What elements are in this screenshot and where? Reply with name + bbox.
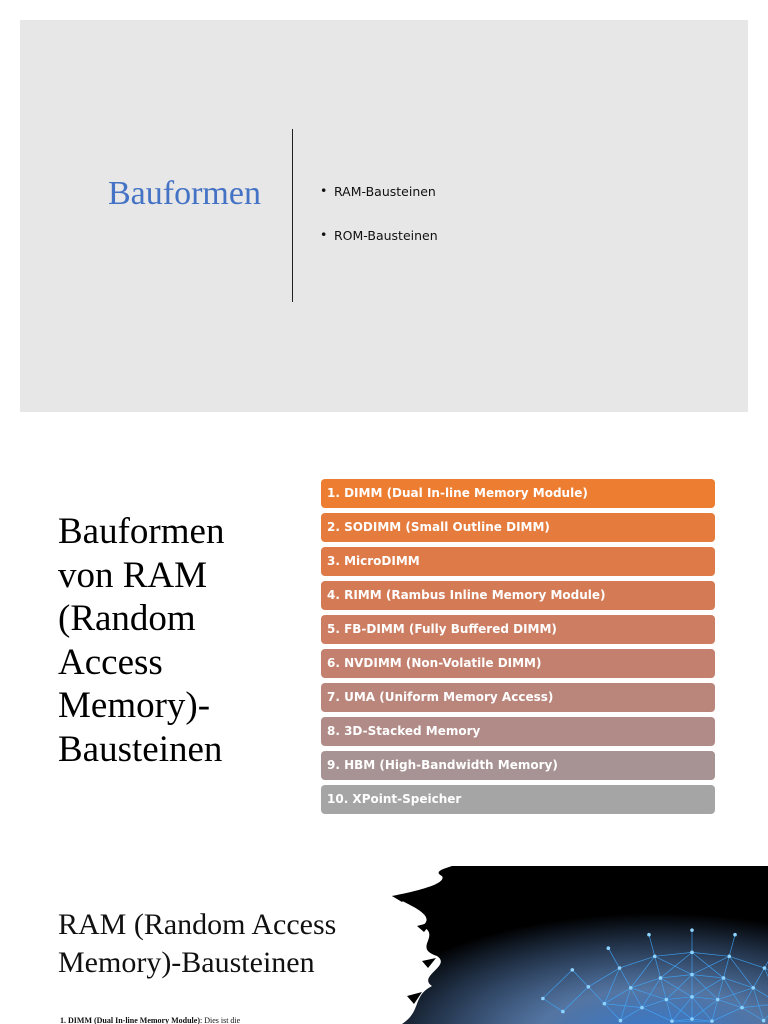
slide2-title — [58, 510, 224, 771]
network-node — [751, 986, 755, 990]
network-node — [607, 946, 611, 950]
network-node — [690, 928, 694, 932]
network-node — [762, 1019, 766, 1023]
ram-type-item: 5. FB-DIMM (Fully Buffered DIMM) — [321, 615, 715, 644]
title-line: Bauformen — [58, 511, 225, 552]
network-node — [541, 997, 545, 1001]
ram-types-list — [321, 479, 715, 819]
title-line: (Random — [58, 598, 196, 639]
network-node — [690, 995, 694, 999]
network-node — [690, 951, 694, 955]
title-line: Memory)-Bausteinen — [58, 946, 315, 979]
title-line: Memory)- — [58, 685, 211, 726]
network-node — [653, 955, 657, 959]
network-node — [664, 998, 668, 1002]
network-node — [629, 986, 633, 990]
network-node — [587, 985, 591, 989]
title-line: RAM (Random Access — [58, 908, 337, 941]
body-bold-term: 1. DIMM (Dual In-line Memory Module) — [60, 1016, 200, 1024]
title-line: Bausteinen — [58, 728, 223, 770]
ram-type-item: 2. SODIMM (Small Outline DIMM) — [321, 513, 715, 542]
network-node — [561, 1010, 565, 1014]
ram-type-item: 9. HBM (High-Bandwidth Memory) — [321, 751, 715, 780]
bullet-item: • RAM-Bausteinen — [320, 184, 438, 228]
network-node — [763, 966, 767, 970]
slide-bauformen — [20, 20, 748, 412]
network-node — [710, 1019, 714, 1023]
network-node — [733, 933, 737, 937]
ram-type-item: 3. MicroDIMM — [321, 547, 715, 576]
network-node — [647, 933, 651, 937]
network-node — [618, 966, 622, 970]
network-node — [659, 976, 663, 980]
ram-type-item: 4. RIMM (Rambus Inline Memory Module) — [321, 581, 715, 610]
slide3-body-text — [60, 1016, 240, 1024]
network-node — [571, 968, 575, 972]
slide-ram-bausteinen — [0, 866, 768, 1024]
network-node — [690, 973, 694, 977]
slide1-title: Bauformen — [108, 175, 261, 212]
title-line: von RAM — [58, 554, 208, 596]
slide1-bullet-list — [320, 184, 438, 272]
network-node — [603, 1002, 607, 1006]
slide3-title — [58, 906, 336, 982]
network-node — [722, 976, 726, 980]
body-text-rest: : Dies ist die — [199, 1016, 241, 1024]
network-node — [727, 955, 731, 959]
network-node — [740, 1006, 744, 1010]
bullet-item: • ROM-Bausteinen — [320, 228, 438, 272]
ram-type-item: 1. DIMM (Dual In-line Memory Module) — [321, 479, 715, 508]
network-node — [716, 998, 720, 1002]
network-node — [619, 1019, 623, 1023]
vertical-divider — [292, 129, 293, 302]
network-globe-image — [392, 866, 768, 1024]
network-node — [670, 1019, 674, 1023]
ram-type-item: 7. UMA (Uniform Memory Access) — [321, 683, 715, 712]
network-node — [690, 1017, 694, 1021]
network-node — [640, 1006, 644, 1010]
ram-type-item: 6. NVDIMM (Non-Volatile DIMM) — [321, 649, 715, 678]
ram-type-item: 10. XPoint-Speicher — [321, 785, 715, 814]
ram-type-item: 8. 3D-Stacked Memory — [321, 717, 715, 746]
title-line: Access — [58, 641, 163, 683]
